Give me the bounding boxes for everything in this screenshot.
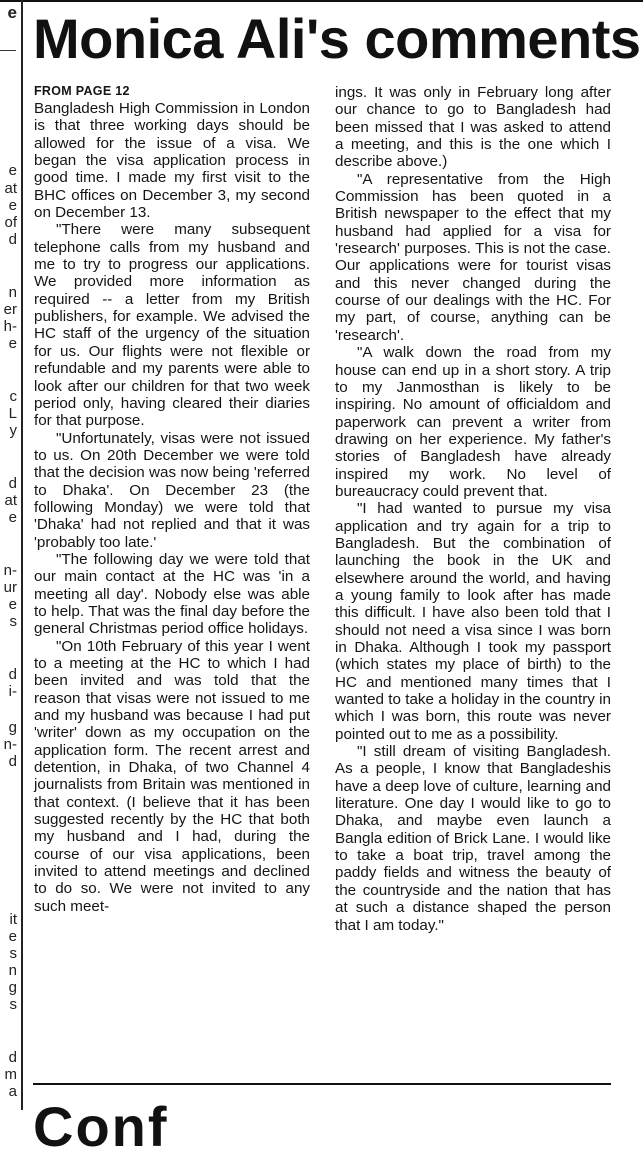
edge-fragment: e	[8, 509, 17, 526]
edge-fragment: of	[4, 214, 17, 231]
edge-fragment: it	[9, 911, 17, 928]
paragraph: ings. It was only in February long after our chance to go to Bangladesh had been missed that I was asked to attend a meeting, and this is the one which I describe above.)	[335, 84, 611, 171]
edge-fragment: d	[8, 666, 17, 683]
edge-fragment: h-	[3, 318, 17, 335]
edge-fragment: e	[8, 596, 17, 613]
top-rule	[0, 0, 643, 2]
paragraph: "The following day we were told that our main contact at the HC was 'in a meeting all day'. Nobody else was able to help. That was the final day before the general Christmas period office holidays.	[34, 550, 310, 638]
edge-fragment: s	[9, 996, 17, 1013]
edge-fragment: g	[8, 719, 17, 736]
bottom-rule	[33, 1083, 611, 1085]
article-headline: Monica Ali's comments	[33, 7, 641, 70]
edge-fragment: c	[9, 388, 17, 405]
adjacent-column-fragment	[0, 0, 20, 1110]
column-divider	[21, 0, 23, 1110]
edge-fragment: s	[9, 613, 17, 630]
paragraph: "I still dream of visiting Bangladesh. As a people, I know that Bangladeshis have a deep love of culture, learning and literature. One day I would like to go to Dhaka, and maybe even launch a Bangla edition of Brick Lane. I would like to take a boat trip, travel among the paddy fields and witness the beauty of the countryside and the nation that has at such a distance shaped the person that I am today."	[335, 743, 611, 934]
edge-fragment: d	[8, 231, 17, 248]
edge-fragment: e	[8, 162, 17, 179]
paragraph: Bangladesh High Commission in London is that three working days should be allowed for the issue of a visa. We began the visa application process in good time. I made my first visit to the BHC offices on December 3, my second on December 13.	[34, 100, 310, 222]
continuation-label: FROM PAGE 12	[34, 84, 130, 98]
edge-fragment: m	[4, 1066, 17, 1083]
next-article-headline: Conf	[33, 1095, 169, 1158]
paragraph: "I had wanted to pursue my visa application and try again for a trip to Bangladesh. But the combination of launching the book in the UK and elsewhere around the world, and having a young family to look after has made this difficult. I have also been told that I should not need a visa since I was born in Dhaka. Although I took my passport (which states my place of birth) to the HC and mentioned many times that I wanted to take a holiday in the country in which I was born, this route was never pointed out to me as a possibility.	[335, 500, 611, 743]
edge-fragment: s	[9, 945, 17, 962]
paragraph: "Unfortunately, visas were not issued to us. On 20th December we were told that the decision was now being 'referred to Dhaka'. On December 23 (the following Monday) we were told that 'Dhaka' had not replied and that it was 'probably too late.'	[34, 429, 310, 551]
edge-fragment: L	[8, 405, 17, 422]
edge-fragment: e	[8, 197, 17, 214]
edge-fragment: e	[8, 335, 17, 352]
edge-fragment: d	[8, 475, 17, 492]
paragraph: "A walk down the road from my house can end up in a short story. A trip to my Janmosthan is likely to be inspiring. No amount of officialdom and paperwork can prevent a writer from drawing on her experience. My father's stories of Bangladesh have already inspired my work. No level of bureaucracy could prevent that.	[335, 344, 611, 500]
paragraph: "A representative from the High Commission has been quoted in a British newspaper to the effect that my husband had applied for a visa for 'research' purposes. This is not the case. Our applications were for tourist visas and this never changed during the course of our dealings with the HC. For my part, of course, anything can be 'research'.	[335, 170, 611, 344]
edge-fragment: y	[9, 422, 17, 439]
paragraph: "There were many subsequent telephone calls from my husband and me to try to progress our applications. We provided more information as required -- a letter from my British publishers, for example. We advised the HC staff of the urgency of the situation for us. Our flights were not flexible or refundable and my parents were able to look after our children for that two week period only, having cleared their diaries for that purpose.	[34, 221, 310, 430]
edge-fragment: n	[8, 962, 17, 979]
article-column-2	[335, 84, 611, 934]
edge-fragment: at	[4, 492, 17, 509]
edge-fragment: g	[8, 979, 17, 996]
edge-fragment: at	[4, 180, 17, 197]
article-column-1	[34, 84, 310, 915]
edge-fragment: e	[8, 928, 17, 945]
edge-fragment: i-	[8, 683, 17, 700]
edge-fragment: e	[7, 3, 17, 22]
edge-fragment: d	[8, 1049, 17, 1066]
edge-fragment: n-	[3, 562, 17, 579]
edge-fragment: er	[3, 301, 17, 318]
edge-fragment: d	[8, 753, 17, 770]
paragraph: "On 10th February of this year I went to a meeting at the HC to which I had been invited and was told that the reason that visas were not issued to me and my husband was because I had put 'writer' down as my occupation on the application form. The recent arrest and detention, in Dhaka, of two Channel 4 journalists from Britain was mentioned in that context. (I believe that it has been suggested recently by the HC that both my husband and I had, during the course of our visa applications, been invited to attend meetings and declined to do so. We were not invited to any such meet-	[34, 637, 310, 915]
edge-rule	[0, 50, 16, 51]
edge-fragment: n	[8, 284, 17, 301]
edge-fragment: ur	[3, 579, 17, 596]
edge-fragment: a	[8, 1083, 17, 1100]
edge-fragment: n-	[3, 736, 17, 753]
